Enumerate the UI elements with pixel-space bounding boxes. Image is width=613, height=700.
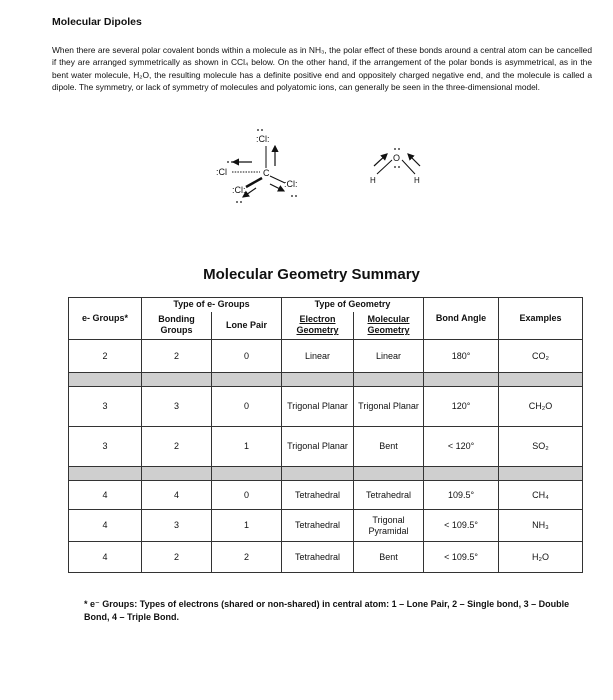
header-bond-angle: Bond Angle <box>424 298 499 340</box>
table-row <box>69 510 583 542</box>
cell-bonding: 2 <box>142 542 212 573</box>
cell-electron-geometry: Linear <box>282 340 354 373</box>
water-h-right: H <box>414 176 420 185</box>
cell-example: CO₂ <box>499 340 583 373</box>
cell-molecular-geometry: Tetrahedral <box>354 481 424 510</box>
cell-molecular-geometry: Trigonal Planar <box>354 387 424 427</box>
cell-bonding: 4 <box>142 481 212 510</box>
water-oxygen: O <box>393 153 401 163</box>
cell-lone-pair: 1 <box>212 427 282 467</box>
cell-e-groups: 4 <box>69 510 142 542</box>
cell-electron-geometry: Tetrahedral <box>282 542 354 573</box>
cell-example: H₂O <box>499 542 583 573</box>
cell-bonding: 2 <box>142 340 212 373</box>
cell-bonding: 2 <box>142 427 212 467</box>
cell-e-groups: 3 <box>69 427 142 467</box>
cell-molecular-geometry: Bent <box>354 542 424 573</box>
cell-molecular-geometry: Linear <box>354 340 424 373</box>
cell-lone-pair: 0 <box>212 387 282 427</box>
intro-paragraph: When there are several polar covalent bonds within a molecule as in NH₃, the polar effect of these bonds around a central atom can be cancelled if they are arranged symmetrically as shown in CCl₄ below. On the other hand, if the arrangement of the polar bonds is asymmetrical, as in the bent water molecule, H₂O, the resulting molecule has a definite positive end and oppositely charged negative end, and the molecule is called a dipole. The symmetry, or lack of symmetry of molecules and polyatomic ions, can generally be seen in the three-dimensional model. <box>52 45 592 93</box>
cell-electron-geometry: Trigonal Planar <box>282 387 354 427</box>
cell-bond-angle: 109.5° <box>424 481 499 510</box>
cell-example: CH₂O <box>499 387 583 427</box>
molecule-diagrams <box>0 0 613 210</box>
cell-molecular-geometry: Bent <box>354 427 424 467</box>
cell-example: NH₃ <box>499 510 583 542</box>
cell-lone-pair: 0 <box>212 481 282 510</box>
ccl4-cl-left: :Cl <box>216 167 227 177</box>
header-electron-geometry: Electron Geometry <box>282 312 354 340</box>
header-molecular-geometry: Molecular Geometry <box>354 312 424 340</box>
cell-lone-pair: 0 <box>212 340 282 373</box>
table-separator <box>69 373 583 387</box>
water-molecule <box>370 148 420 185</box>
cell-bond-angle: 180° <box>424 340 499 373</box>
table-row <box>69 387 583 427</box>
cell-bond-angle: < 120° <box>424 427 499 467</box>
cell-bonding: 3 <box>142 387 212 427</box>
cell-lone-pair: 1 <box>212 510 282 542</box>
ccl4-cl-lower: :Cl: <box>232 185 246 195</box>
cell-electron-geometry: Trigonal Planar <box>282 427 354 467</box>
cell-e-groups: 4 <box>69 481 142 510</box>
cell-electron-geometry: Tetrahedral <box>282 481 354 510</box>
cell-molecular-geometry: Trigonal Pyramidal <box>354 510 424 542</box>
cell-e-groups: 3 <box>69 387 142 427</box>
geometry-table <box>68 297 583 573</box>
header-bonding-groups: Bonding Groups <box>142 312 212 340</box>
summary-title: Molecular Geometry Summary <box>203 266 420 283</box>
cell-bond-angle: < 109.5° <box>424 542 499 573</box>
table-row <box>69 542 583 573</box>
water-h-left: H <box>370 176 376 185</box>
table-row <box>69 340 583 373</box>
table-row <box>69 427 583 467</box>
footnote: * e⁻ Groups: Types of electrons (shared or non-shared) in central atom: 1 – Lone Pair, 2 – Single bond, 3 – Double Bond, 4 – Triple Bond. <box>84 599 570 622</box>
cell-example: CH₄ <box>499 481 583 510</box>
ccl4-cl-top: :Cl: <box>256 134 270 144</box>
cell-lone-pair: 2 <box>212 542 282 573</box>
ccl4-cl-right: :Cl: <box>284 179 298 189</box>
header-type-of-geometry: Type of Geometry <box>282 298 424 312</box>
cell-e-groups: 2 <box>69 340 142 373</box>
cell-bond-angle: 120° <box>424 387 499 427</box>
cell-example: SO₂ <box>499 427 583 467</box>
ccl4-molecule <box>216 129 298 203</box>
table-row <box>69 481 583 510</box>
header-e-groups: e- Groups* <box>69 298 142 340</box>
cell-electron-geometry: Tetrahedral <box>282 510 354 542</box>
cell-bonding: 3 <box>142 510 212 542</box>
ccl4-center-atom: C <box>263 168 270 178</box>
page-title: Molecular Dipoles <box>52 16 142 28</box>
header-examples: Examples <box>499 298 583 340</box>
cell-e-groups: 4 <box>69 542 142 573</box>
table-separator <box>69 467 583 481</box>
cell-bond-angle: < 109.5° <box>424 510 499 542</box>
header-type-of-groups: Type of e- Groups <box>142 298 282 312</box>
header-lone-pair: Lone Pair <box>212 312 282 340</box>
